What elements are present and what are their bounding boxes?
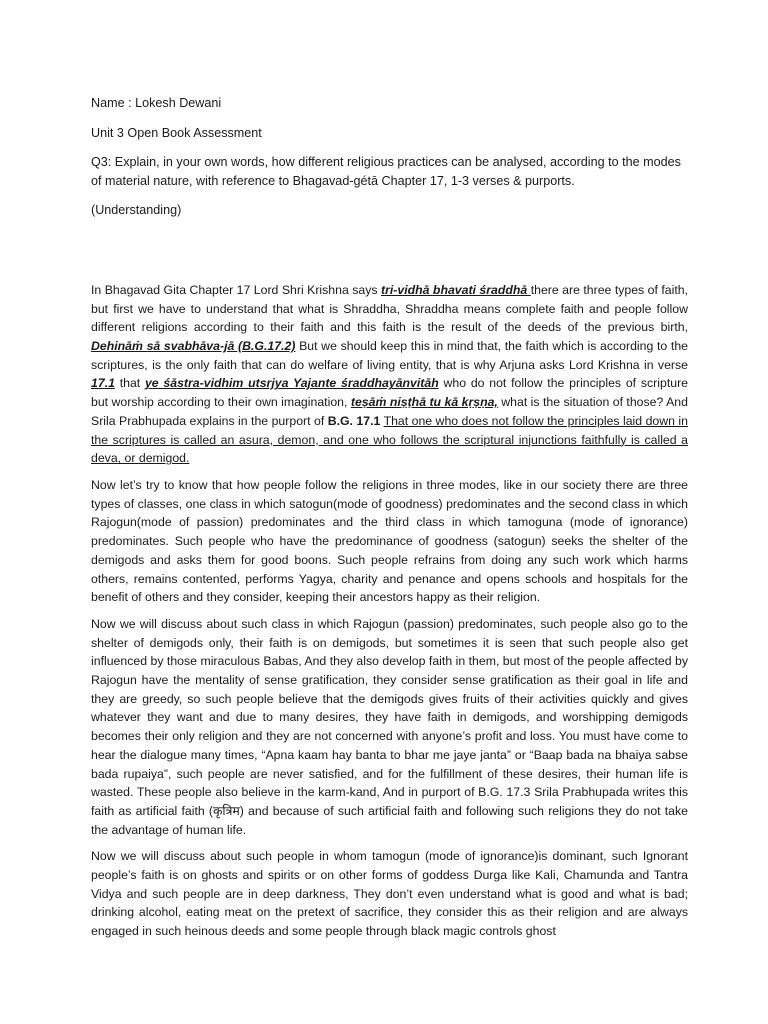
text-run: who do not follow the principles of scripture but worship according to their own imagination, [91,376,689,410]
purport-quote: That one who does not follow the principles laid down in the scriptures is called an asura, demon, and one who follows the scriptural injunctions faithfully is called a deva, or demigod. [91,413,688,466]
question-text: Q3: Explain, in your own words, how different religious practices can be analysed, according to the modes of material nature, with reference to Bhagavad-gétā Chapter 17, 1-3 verses & purports. [91,155,681,188]
text-run: what is the situation of those? And Srila Prabhupada explains in the purport of [91,395,688,428]
paragraph-goodness: Now let’s try to know that how people follow the religions in three modes, like in our society there are three types of classes, one class in which satogun(mode of goodness) predominates and the second class in which Rajogun(mode of passion) predominates and the third class in which tamoguna (mode of ignorance) predominates. Such people who have the predominance of goodness (satogun) seeks the shelter of the demigods and asks them for good boons. Such people refrains from doing any such work which harms others, remains contented, performs Yagya, charity and penance and opens schools and hospitals for the benefit of others and they consider, keeping their ancestors happy as their religion. [91,478,688,605]
student-name: Name : Lokesh Dewani [91,96,222,110]
verse-quote: Dehināṁ sā svabhāva-jā (B.G.17.2) [91,339,296,354]
verse-reference: 17.1 [91,376,115,391]
paragraph-ignorance: Now we will discuss about such people in whom tamogun (mode of ignorance)is dominant, such Ignorant people’s faith is on ghosts and spirits or on other forms of goddess Durga like Kali, Chamunda and Tantra Vidya and such people are in deep darkness, They don’t even understand what is good and what is bad; drinking alcohol, eating meat on the pretext of sacrifice, they consider this as their religion and are always engaged in such heinous deeds and some people through black magic controls ghost [91,849,688,939]
text-run: In Bhagavad Gita Chapter 17 Lord Shri Krishna says [91,282,381,297]
verse-quote: teṣāṁ niṣṭhā tu kā kṛṣṇa, [350,395,498,410]
verse-quote: tri-vidhā bhavati śraddhā [380,282,531,297]
purport-reference: B.G. 17.1 [327,413,381,428]
paragraph-passion: Now we will discuss about such class in which Rajogun (passion) predominates, such people also go to the shelter of demigods only, their faith is on demigods, but sometimes it is seen that such people also get influenced by those miraculous Babas, And they also develop faith in them, but most of the people affected by Rajogun have the mentality of sense gratification, they consider sense gratification as their goal in life and they are greedy, so such people believe that the demigods gives fruits of their activities quickly and gives whatever they want and due to many desires, they have faith in demigods, and worshipping demigods becomes their only religion and they are not concerned with anyone’s profit and loss. You must have come to hear the dialogue many times, “Apna kaam hay banta to bhar me jaye janta” or “Baap bada na bhaiya sabse bada rupaiya”, such people are never satisfied, and for the fulfillment of these desires, their human life is wasted. These people also believe in the karm-kand, And in purport of B.G. 17.3 Srila Prabhupada writes this faith as artificial faith (कृत्रिम) and because of such artificial faith and following such religions they do not take the advantage of human life. [91,616,688,837]
text-run: that [114,376,145,391]
text-run: there are three types of faith, but first we have to understand that what is Shraddha, Shraddha means complete faith and people follow different religions according to their faith and this faith is the result of the deeds of the previous birth, [91,282,688,335]
assessment-title: Unit 3 Open Book Assessment [91,125,262,140]
verse-quote: ye śāstra-vidhim utsṛjya Yajante śraddhayānvitāḥ [144,376,439,391]
text-run: But we should keep this in mind that, the faith which is according to the scriptures, is the only faith that can do welfare of living entity, that is why Arjuna asks Lord Krishna in verse [91,339,689,372]
spacer [91,231,688,281]
paragraph-intro [91,281,688,468]
question-category: (Understanding) [91,203,182,218]
